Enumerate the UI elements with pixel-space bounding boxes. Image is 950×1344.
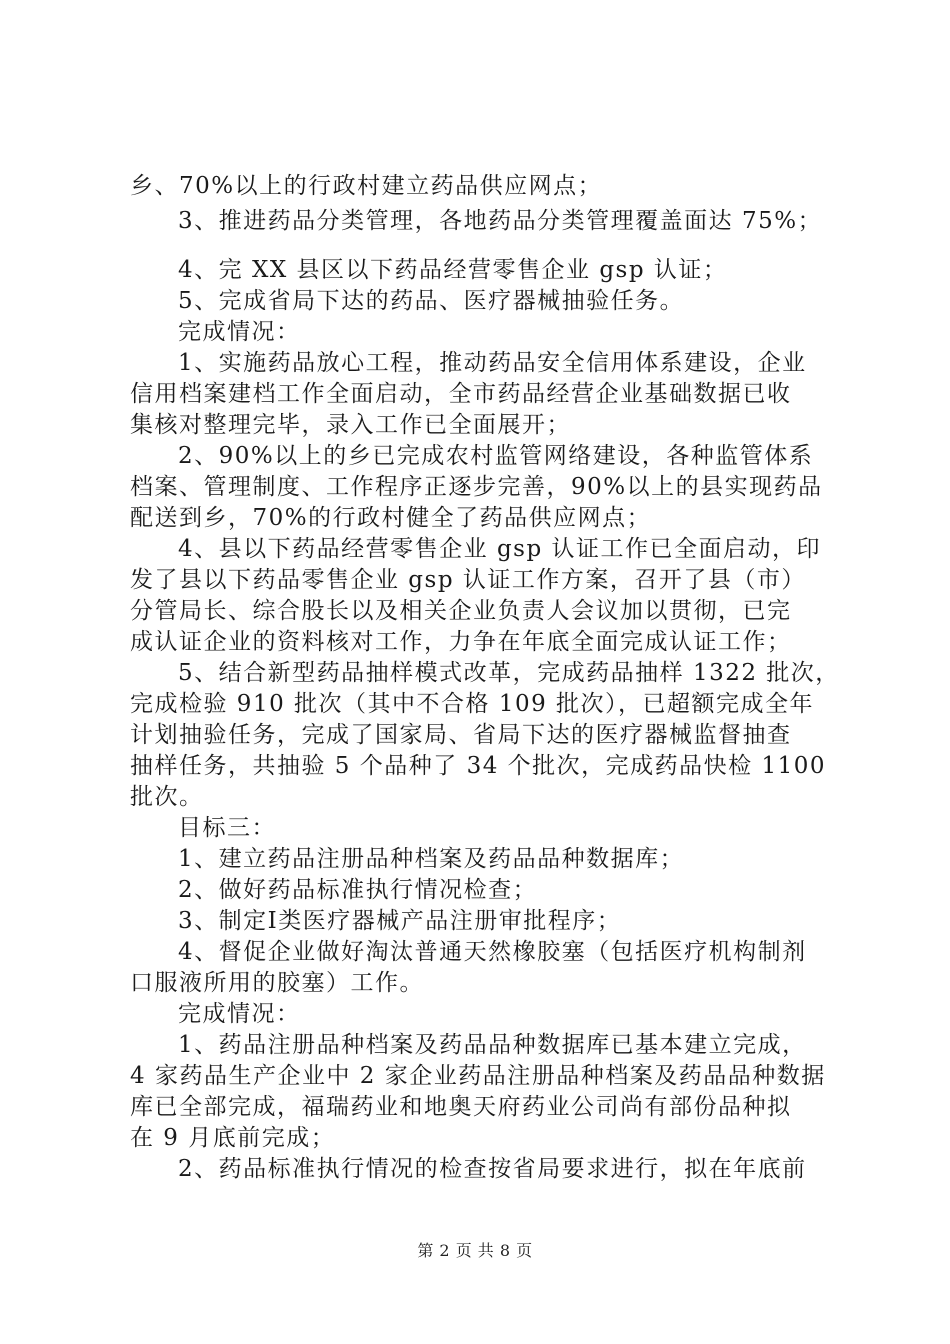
text-line: 配送到乡，70%的行政村健全了药品供应网点； <box>130 505 652 531</box>
text-line: 5、结合新型药品抽样模式改革，完成药品抽样 1322 批次， <box>178 660 840 686</box>
text-line: 3、推进药品分类管理，各地药品分类管理覆盖面达 75%； <box>178 208 823 234</box>
text-line: 4 家药品生产企业中 2 家企业药品注册品种档案及药品品种数据 <box>130 1063 826 1089</box>
text-line: 2、药品标准执行情况的检查按省局要求进行，拟在年底前 <box>178 1156 807 1182</box>
text-line: 发了县以下药品零售企业 gsp 认证工作方案，召开了县（市） <box>130 567 806 593</box>
text-line: 信用档案建档工作全面启动，全市药品经营企业基础数据已收 <box>130 381 792 407</box>
text-line: 抽样任务，共抽验 5 个品种了 34 个批次，完成药品快检 1100 <box>130 753 826 779</box>
text-line: 完成情况： <box>178 1001 301 1027</box>
text-line: 4、县以下药品经营零售企业 gsp 认证工作已全面启动，印 <box>178 536 822 562</box>
text-line: 1、药品注册品种档案及药品品种数据库已基本建立完成， <box>178 1032 807 1058</box>
text-line: 4、督促企业做好淘汰普通天然橡胶塞（包括医疗机构制剂 <box>178 939 807 965</box>
text-line: 4、完 XX 县区以下药品经营零售企业 gsp 认证； <box>178 257 728 283</box>
text-line: 档案、管理制度、工作程序正逐步完善，90%以上的县实现药品 <box>130 474 823 500</box>
text-line: 在 9 月底前完成； <box>130 1125 336 1151</box>
text-line: 2、做好药品标准执行情况检查； <box>178 877 538 903</box>
text-line: 3、制定Ⅰ类医疗器械产品注册审批程序； <box>178 908 622 934</box>
text-line: 5、完成省局下达的药品、医疗器械抽验任务。 <box>178 288 685 314</box>
text-line: 1、建立药品注册品种档案及药品品种数据库； <box>178 846 685 872</box>
text-line: 完成检验 910 批次（其中不合格 109 批次），已超额完成全年 <box>130 691 815 717</box>
text-line: 2、90%以上的乡已完成农村监管网络建设，各种监管体系 <box>178 443 814 469</box>
text-line: 集核对整理完毕，录入工作已全面展开； <box>130 412 571 438</box>
text-line: 成认证企业的资料核对工作，力争在年底全面完成认证工作； <box>130 629 792 655</box>
page-footer: 第 2 页 共 8 页 <box>417 1241 533 1260</box>
text-line: 库已全部完成，福瑞药业和地奥天府药业公司尚有部份品种拟 <box>130 1094 792 1120</box>
text-line: 完成情况： <box>178 319 301 345</box>
text-line: 口服液所用的胶塞）工作。 <box>130 970 424 996</box>
text-line: 乡、70%以上的行政村建立药品供应网点； <box>130 173 603 199</box>
text-line: 计划抽验任务，完成了国家局、省局下达的医疗器械监督抽查 <box>130 722 792 748</box>
text-line: 目标三： <box>178 815 276 841</box>
text-line: 批次。 <box>130 784 204 810</box>
text-line: 分管局长、综合股长以及相关企业负责人会议加以贯彻，已完 <box>130 598 792 624</box>
text-line: 1、实施药品放心工程，推动药品安全信用体系建设，企业 <box>178 350 807 376</box>
